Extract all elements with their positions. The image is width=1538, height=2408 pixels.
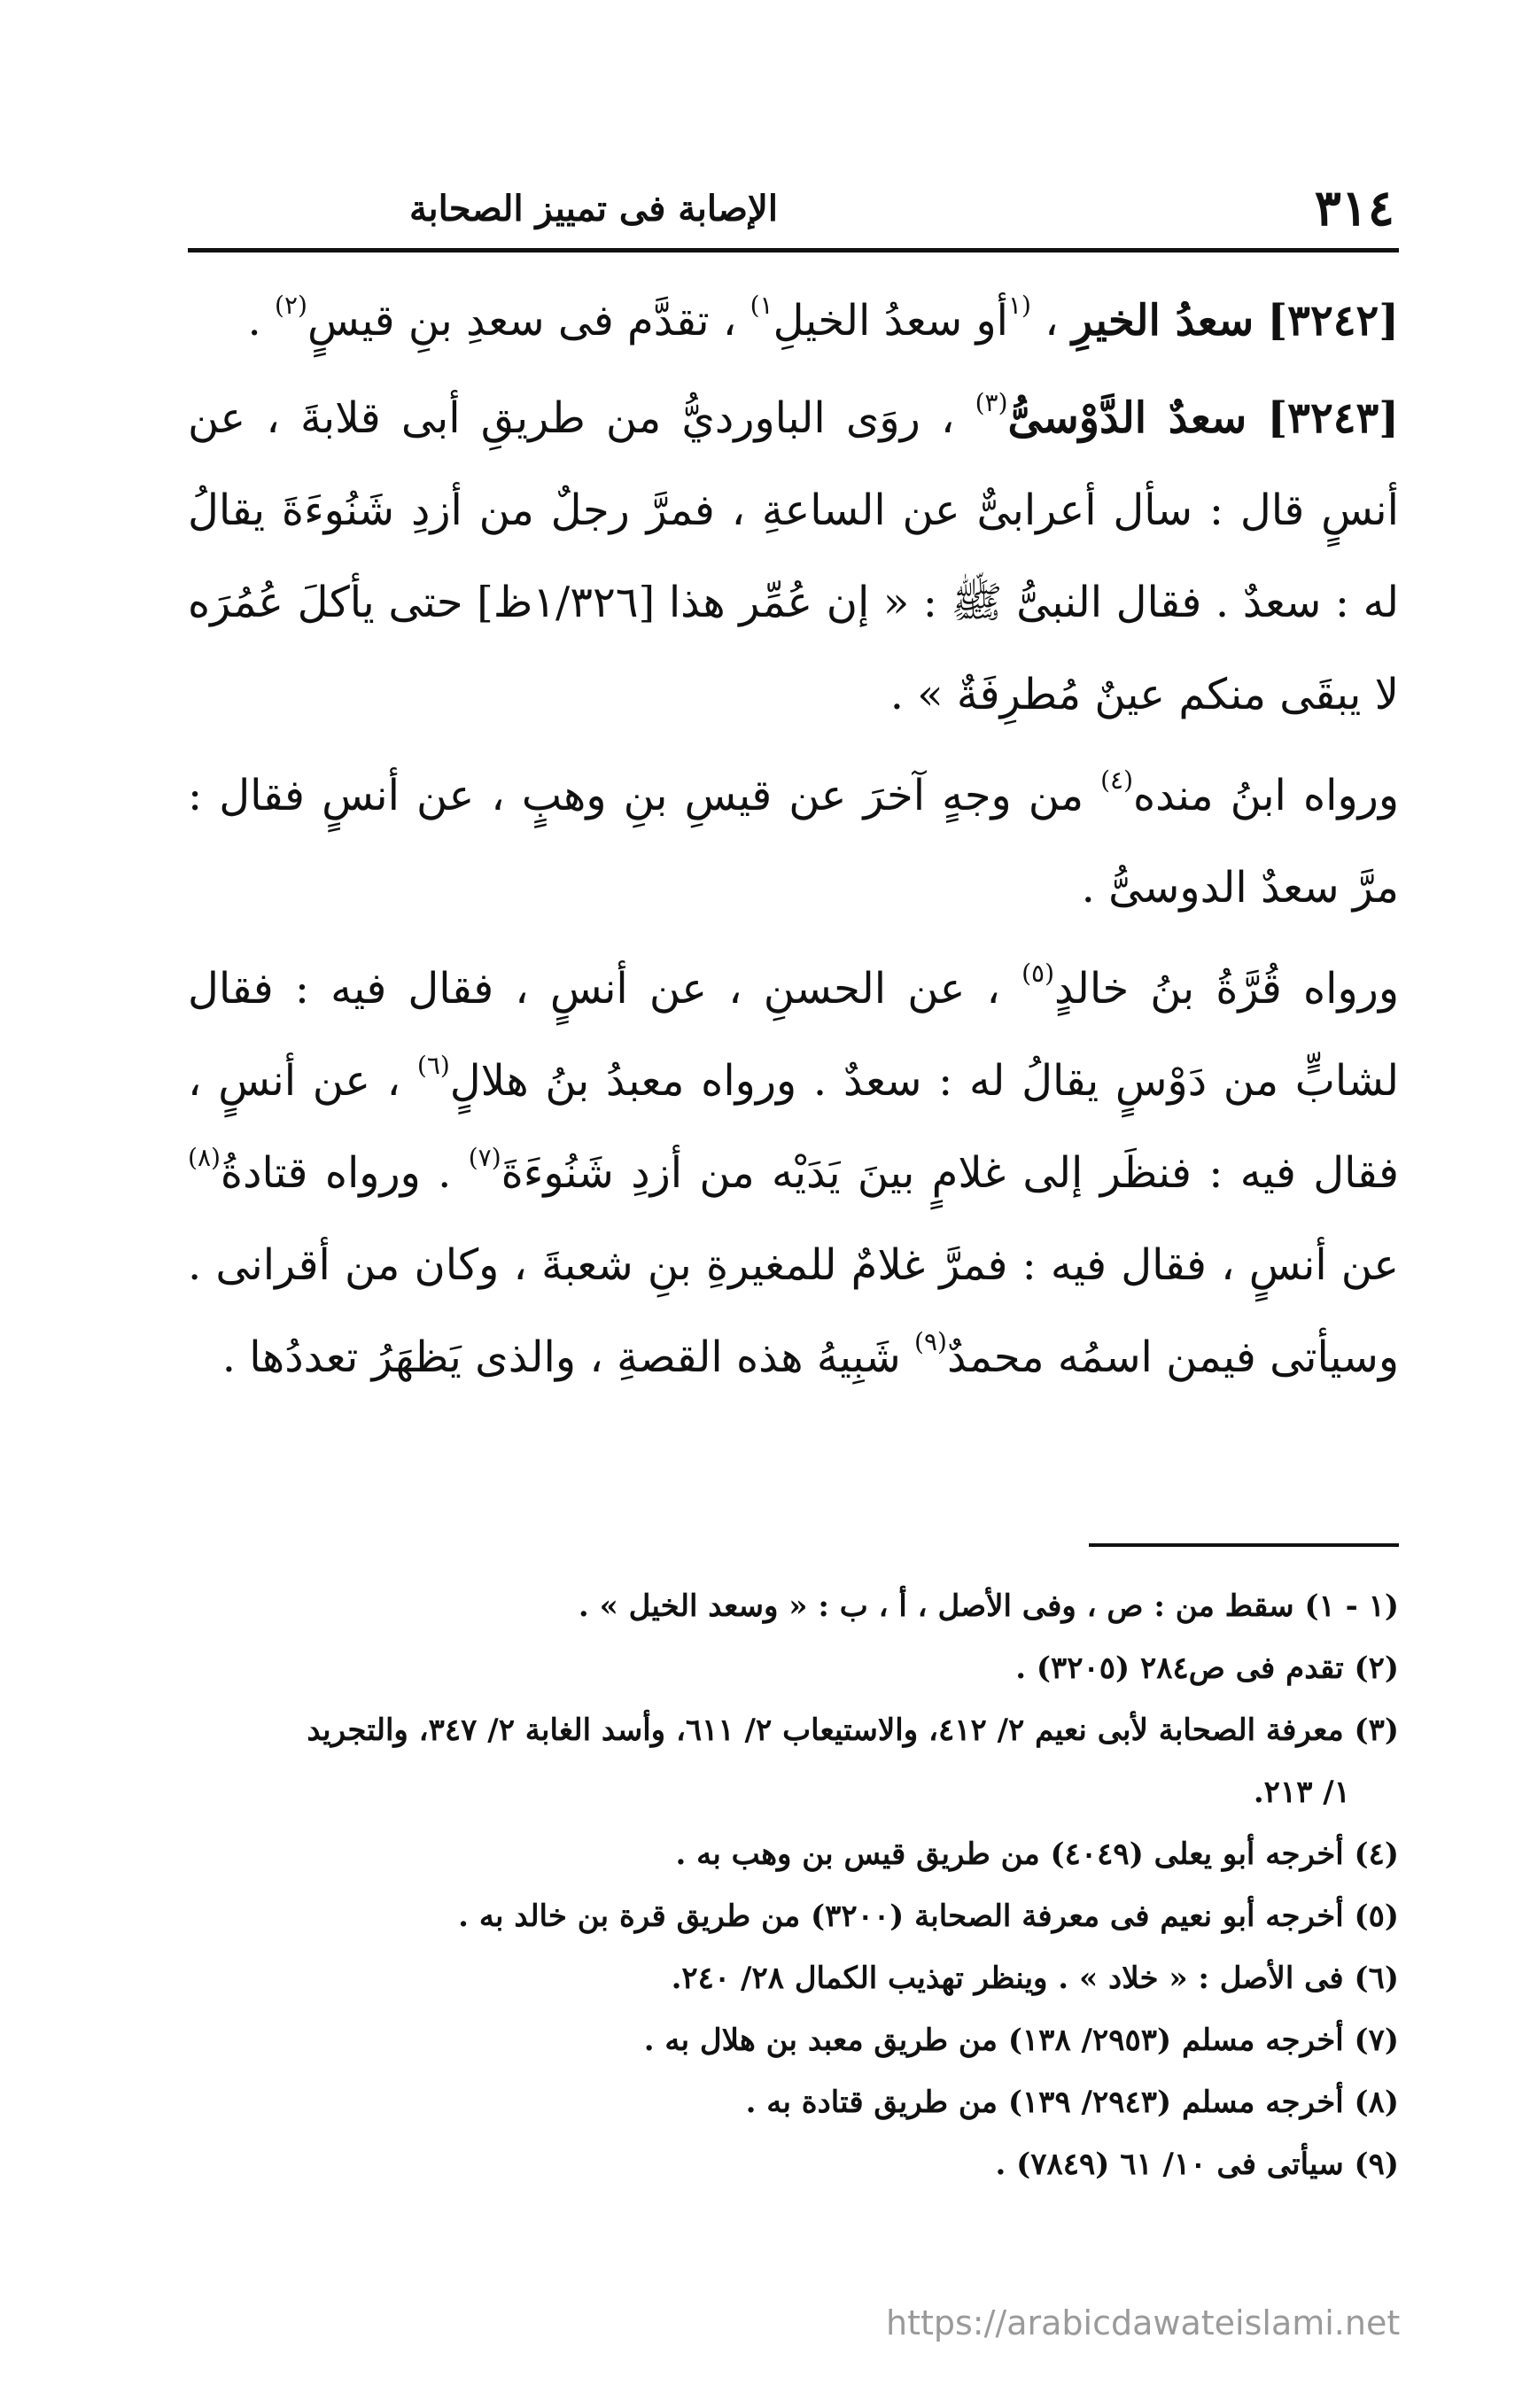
running-title: الإصابة فى تمييز الصحابة	[409, 187, 778, 229]
source-watermark: https://arabicdawateislami.net	[886, 2303, 1401, 2342]
footnote-text: معرفة الصحابة لأبى نعيم ٢/ ٤١٢، والاستيعاب ٢/ ٦١١، وأسد الغابة ٢/ ٣٤٧، والتجريد	[307, 1713, 1344, 1748]
footnote-ref: (٩)	[914, 1327, 947, 1356]
paragraph-text: . ورواه قتادةُ	[220, 1148, 469, 1198]
paragraph-ibn-mandah	[188, 750, 1399, 934]
entry-text: ،	[1030, 296, 1072, 346]
entry-3242	[188, 275, 1399, 367]
footnote-7	[188, 2009, 1399, 2071]
footnote-marker: (٥)	[1354, 1899, 1399, 1934]
paragraph-text: ورواه ابنُ منده	[1133, 771, 1399, 820]
footnote-marker: (٨)	[1354, 2085, 1399, 2120]
entry-text: حتى يأكلَ عُمُرَه لا يبقَى منكم عينٌ مُطرِفَةٌ » .	[188, 578, 1399, 719]
paragraph-text: ، عن أنسٍ ، فقال فيه : فنظَر إلى غلامٍ بينَ يَدَيْه من أزدِ شَنُوءَةَ	[188, 1056, 1399, 1198]
paragraph-text: ، عن الحسنِ ، عن أنسٍ ، فقال فيه : فقال لشابٍّ من دَوْسٍ يقالُ له : سعدٌ . ورواه معبدُ بنُ هلالٍ	[188, 964, 1399, 1106]
footnote-4	[188, 1823, 1399, 1885]
paragraph-text: عن أنسٍ ، فقال فيه : فمرَّ غلامٌ للمغيرةِ بنِ شعبةَ ، وكان من أقرانى . وسيأتى فيمن اسمُه محمدٌ	[188, 1240, 1399, 1382]
page-header	[188, 168, 1399, 252]
footnote-marker: (٧)	[1354, 2023, 1399, 2058]
footnote-3	[188, 1699, 1399, 1823]
footnotes	[188, 1575, 1399, 2195]
footnote-8	[188, 2071, 1399, 2133]
main-text	[188, 275, 1399, 1409]
footnote-ref: ١)	[750, 291, 773, 320]
entry-text: ، تقدَّم فى سعدِ بنِ قيسٍ	[307, 296, 750, 346]
footnote-ref: (٤)	[1100, 765, 1134, 795]
entry-text: .	[247, 296, 276, 346]
page-number: ٣١٤	[1314, 179, 1394, 237]
footnote-text: أخرجه أبو يعلى (٤٠٤٩) من طريق قيس بن وهب به .	[675, 1837, 1344, 1872]
entry-name: سعدٌ الدَّوْسىُّ	[1007, 393, 1247, 443]
footnote-text: سقط من : ص ، وفى الأصل ، أ ، ب : « وسعد الخيل » .	[578, 1589, 1294, 1624]
footnote-1	[188, 1575, 1399, 1637]
footnote-ref: (٥)	[1021, 959, 1055, 988]
footnote-2	[188, 1637, 1399, 1699]
footnote-5	[188, 1885, 1399, 1947]
footnote-6	[188, 1947, 1399, 2009]
footnote-ref: (٦)	[416, 1051, 450, 1080]
footnote-ref: (١	[1007, 291, 1031, 320]
footnote-text: تقدم فى ص٢٨٤ (٣٢٠٥) .	[1015, 1651, 1344, 1686]
entry-number: [٣٢٤٢]	[1267, 296, 1399, 346]
footnote-text: سيأتى فى ١٠/ ٦١ (٧٨٤٩) .	[995, 2147, 1344, 2182]
footnote-marker: (٣)	[1354, 1713, 1399, 1748]
footnote-text: أخرجه مسلم (٢٩٥٣/ ١٣٨) من طريق معبد بن هلال به .	[643, 2023, 1344, 2058]
footnote-ref: (٧)	[468, 1143, 501, 1172]
paragraph-text: شَبِيهُ هذه القصةِ ، والذى يَظهَرُ تعددُها .	[221, 1332, 915, 1382]
entry-text: ، روَى الباورديُّ من طريقِ أبى قلابةَ ، عن أنسٍ قال : سأل أعرابىٌّ عن الساعةِ ، فمرَّ رجلٌ من أزدِ شَنُوءَةَ يقالُ له : سعدٌ . فقال النبىُّ ﷺ : « إن عُمِّر هذا	[188, 393, 1400, 627]
footnote-text: أخرجه أبو نعيم فى معرفة الصحابة (٣٢٠٠) من طريق قرة بن خالد به .	[458, 1899, 1344, 1934]
footnote-ref: (٣)	[975, 388, 1008, 417]
footnote-marker: (٩)	[1354, 2147, 1399, 2182]
footnote-ref: (٨)	[188, 1143, 221, 1172]
entry-name: سعدُ الخيرِ	[1071, 296, 1254, 346]
entry-text: أو سعدُ الخيلِ	[773, 296, 1008, 346]
footnote-divider	[1089, 1543, 1399, 1547]
entry-number: [٣٢٤٣]	[1267, 393, 1400, 443]
paragraph-qurra	[188, 943, 1399, 1403]
paragraph-text: من وجهٍ آخرَ عن قيسِ بنِ وهبٍ ، عن أنسٍ فقال : مرَّ سعدٌ الدوسىُّ .	[188, 771, 1399, 913]
footnote-marker: (٦)	[1354, 1961, 1399, 1996]
footnote-text: أخرجه مسلم (٢٩٤٣/ ١٣٩) من طريق قتادة به .	[745, 2085, 1344, 2120]
footnote-marker: (٤)	[1354, 1837, 1399, 1872]
entry-3243	[188, 372, 1399, 741]
footnote-marker: (٢)	[1354, 1651, 1399, 1686]
footnote-text: فى الأصل : « خلاد » . وينظر تهذيب الكمال ٢٨/ ٢٤٠.	[671, 1961, 1344, 1996]
footnote-ref: (٢)	[275, 291, 307, 320]
footnote-marker: (١ - ١)	[1304, 1589, 1399, 1624]
footnote-9	[188, 2133, 1399, 2195]
footnote-continuation: ١/ ٢١٣.	[1253, 1775, 1350, 1810]
paragraph-text: ورواه قُرَّةُ بنُ خالدٍ	[1054, 964, 1399, 1014]
manuscript-ref: [١/٣٢٦ظ]	[477, 578, 656, 627]
